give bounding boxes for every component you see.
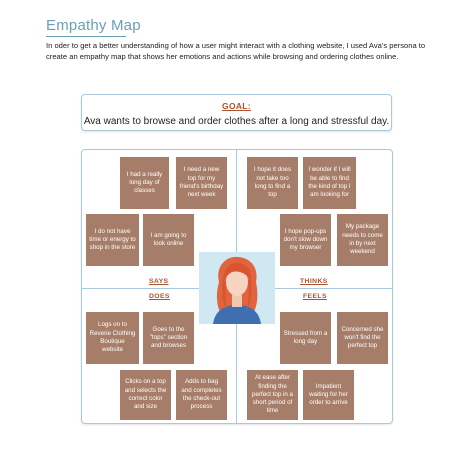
feels-note-3: At ease after finding the perfect top in a short period of time: [247, 370, 298, 420]
says-note-4: I am going to look online: [143, 214, 194, 266]
feels-note-2: Concerned she won't find the perfect top: [337, 312, 388, 364]
thinks-label: THINKS: [300, 278, 328, 285]
goal-text: Ava wants to browse and order clothes after a long and stressful day.: [83, 116, 390, 127]
feels-note-1: Stressed from a long day: [280, 312, 331, 364]
does-note-1: Logs on to Reverie Clothing Boutique website: [86, 312, 139, 364]
says-note-1: I had a really long day of classes: [120, 157, 169, 209]
thinks-note-1: I hope it does not take too long to find a top: [247, 157, 298, 209]
does-note-4: Adds to bag and completes the check-out process: [176, 370, 227, 420]
intro-paragraph: In oder to get a better understanding of how a user might interact with a clothing website, I used Ava's persona to create an empathy map that shows her emotions and actions while browsing and ordering clothes online.: [46, 41, 426, 61]
thinks-note-3: I hope pop-ups don't slow down my browser: [280, 214, 331, 266]
feels-label: FEELS: [303, 293, 327, 300]
does-label: DOES: [149, 293, 170, 300]
thinks-note-2: I wonder if I will be able to find the kind of top I am looking for: [303, 157, 356, 209]
persona-avatar: [199, 252, 275, 324]
says-note-3: I do not have time or energy to shop in the store: [86, 214, 139, 266]
avatar-neck: [232, 295, 242, 307]
does-note-2: Goes to the "tops" section and browses: [143, 312, 194, 364]
title-underline: [46, 36, 126, 37]
persona-illustration: [199, 252, 275, 324]
thinks-note-4: My package needs to come in by next weekend: [337, 214, 388, 266]
goal-box: [81, 94, 392, 131]
page-title: Empathy Map: [46, 17, 141, 34]
goal-label: GOAL:: [222, 101, 251, 111]
does-note-3: Clicks on a top and selects the correct color and size: [120, 370, 171, 420]
feels-note-4: Impatient waiting for her order to arrive: [303, 370, 354, 420]
says-note-2: I need a new top for my friend's birthday next week: [176, 157, 227, 209]
says-label: SAYS: [149, 278, 169, 285]
